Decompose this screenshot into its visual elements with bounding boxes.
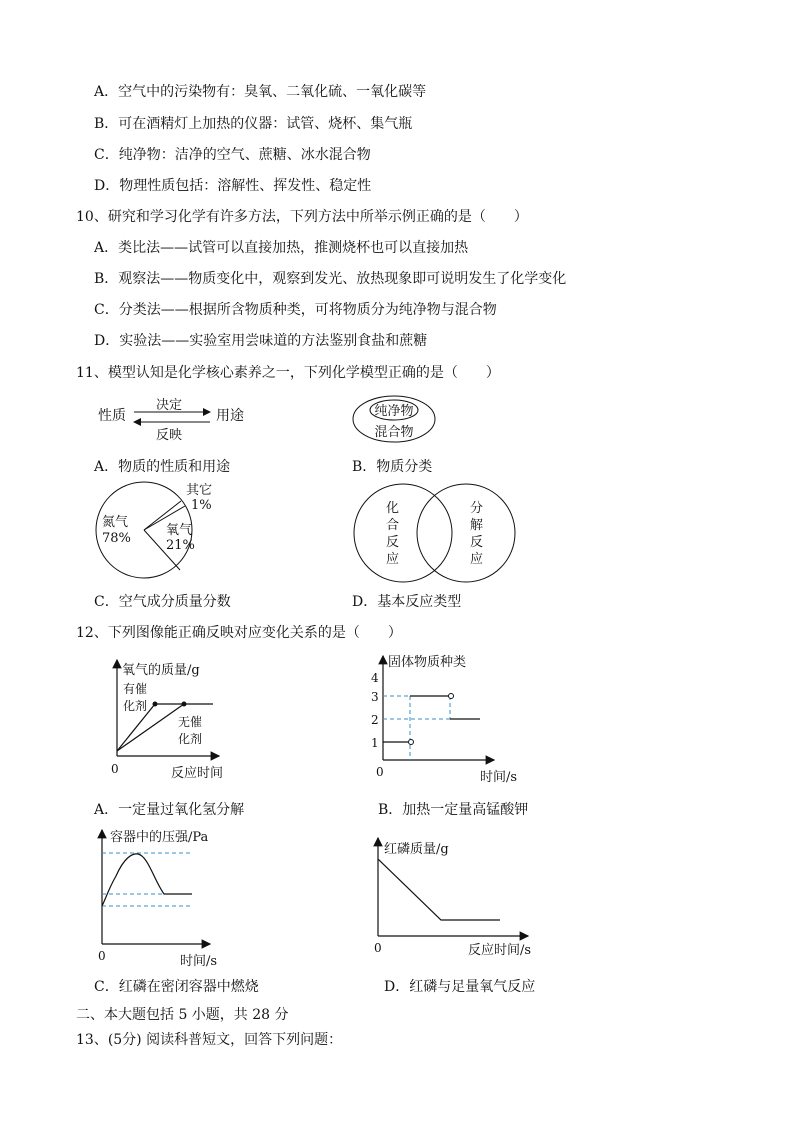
q12b-open-point-1: [409, 740, 414, 745]
section-2-heading: 二、本大题包括 5 小题，共 28 分: [76, 1007, 289, 1023]
q11d-right-char-3: 反: [470, 535, 484, 550]
q9-option-c: C．纯净物：洁净的空气、蔗糖、冰水混合物: [94, 147, 371, 163]
q11d-right-char-4: 应: [470, 552, 484, 567]
q9-option-b: B．可在酒精灯上加热的仪器：试管、烧杯、集气瓶: [94, 116, 413, 132]
q12c-ylabel: 容器中的压强/Pa: [110, 830, 209, 845]
q11a-caption: A．物质的性质和用途: [94, 459, 231, 475]
q11c-n2-pct: 78%: [102, 531, 131, 546]
q12b-open-point-3: [449, 694, 454, 699]
q11d-left-char-1: 化: [386, 501, 400, 516]
q12a-no-catalyst-label-1: 无催: [178, 715, 203, 729]
q11c-caption: C．空气成分质量分数: [94, 594, 231, 610]
q12d-graph: [368, 834, 544, 960]
q11c-o2-label: 氧气: [166, 523, 193, 538]
q12d-ylabel: 红磷质量/g: [384, 842, 449, 857]
q12d-mass-line: [378, 859, 500, 920]
q12b-origin: 0: [376, 765, 384, 779]
q11-stem: 11、模型认知是化学核心素养之一，下列化学模型正确的是（ ）: [76, 365, 500, 381]
q12b-caption: B．加热一定量高锰酸钾: [378, 802, 529, 818]
q10-option-d: D．实验法——实验室用尝味道的方法鉴别食盐和蔗糖: [94, 333, 428, 349]
q12b-tick-4: 4: [371, 671, 379, 685]
q9-option-a: A．空气中的污染物有：臭氧、二氧化硫、一氧化碳等: [94, 84, 427, 100]
q11c-other-pct: 1%: [191, 498, 212, 513]
q11b-outer-label: 混合物: [374, 425, 414, 440]
q12b-graph: [368, 652, 528, 784]
q12c-caption: C．红磷在密闭容器中燃烧: [94, 979, 259, 995]
q12d-caption: D．红磷与足量氧气反应: [384, 979, 536, 995]
q11d-right-circle: [417, 484, 515, 582]
q10-option-a: A．类比法——试管可以直接加热，推测烧杯也可以直接加热: [94, 240, 469, 256]
q11b-caption: B．物质分类: [352, 459, 433, 475]
q12a-no-catalyst-label-2: 化剂: [178, 732, 203, 746]
q12a-xlabel: 反应时间: [171, 766, 224, 781]
q11d-left-char-3: 反: [386, 535, 400, 550]
q12c-graph: [92, 826, 232, 968]
q11d-venn: [352, 483, 518, 583]
q12c-xlabel: 时间/s: [180, 954, 218, 969]
q12b-tick-3: 3: [371, 690, 379, 704]
q11d-left-char-2: 合: [386, 518, 400, 533]
q11d-left-char-4: 应: [386, 552, 400, 567]
q11b-diagram: [352, 394, 476, 448]
q12a-no-catalyst-point: [182, 702, 187, 707]
q11c-other-label: 其它: [186, 483, 213, 498]
q10-stem: 10、研究和学习化学有许多方法，下列方法中所举示例正确的是（ ）: [76, 209, 528, 225]
q11a-diagram: [96, 395, 256, 443]
q12-stem: 12、下列图像能正确反映对应变化关系的是（ ）: [76, 625, 402, 641]
q12b-ylabel: 固体物质种类: [388, 655, 467, 670]
q11b-inner-label: 纯净物: [374, 404, 414, 419]
q12a-catalyst-point: [153, 702, 158, 707]
q12d-origin: 0: [374, 941, 382, 955]
q11d-right-char-1: 分: [470, 501, 484, 516]
q11c-n2-label: 氮气: [102, 515, 129, 530]
q11c-o2-pct: 21%: [166, 538, 195, 553]
q10-option-c: C．分类法——根据所含物质种类，可将物质分为纯净物与混合物: [94, 302, 497, 318]
q11d-left-circle: [354, 484, 452, 582]
q10-option-b: B．观察法——物质变化中，观察到发光、放热现象即可说明发生了化学变化: [94, 271, 567, 287]
q12a-caption: A．一定量过氧化氢分解: [94, 802, 245, 818]
q11c-pie: [96, 482, 226, 584]
q11d-caption: D．基本反应类型: [352, 594, 462, 610]
q11a-top-label: 决定: [156, 398, 183, 413]
q12a-graph: [105, 656, 245, 781]
q12d-xlabel: 反应时间/s: [468, 943, 532, 958]
q12c-pressure-curve: [102, 854, 192, 906]
q13-stem: 13、(5分) 阅读科普短文，回答下列问题：: [76, 1032, 343, 1048]
q12b-tick-1: 1: [371, 736, 379, 750]
q12a-catalyst-label-1: 有催: [123, 682, 148, 696]
q11a-bottom-label: 反映: [156, 428, 183, 443]
q11a-left-label: 性质: [98, 408, 126, 424]
q11a-right-label: 用途: [216, 408, 244, 424]
q9-option-d: D．物理性质包括：溶解性、挥发性、稳定性: [94, 178, 372, 194]
q12b-tick-2: 2: [371, 713, 379, 727]
q12c-origin: 0: [98, 949, 106, 963]
q12a-origin: 0: [111, 762, 119, 776]
q12a-ylabel: 氧气的质量/g: [122, 663, 200, 678]
q11d-right-char-2: 解: [470, 518, 484, 533]
q12b-xlabel: 时间/s: [480, 770, 518, 785]
q12a-catalyst-label-2: 化剂: [123, 699, 148, 713]
